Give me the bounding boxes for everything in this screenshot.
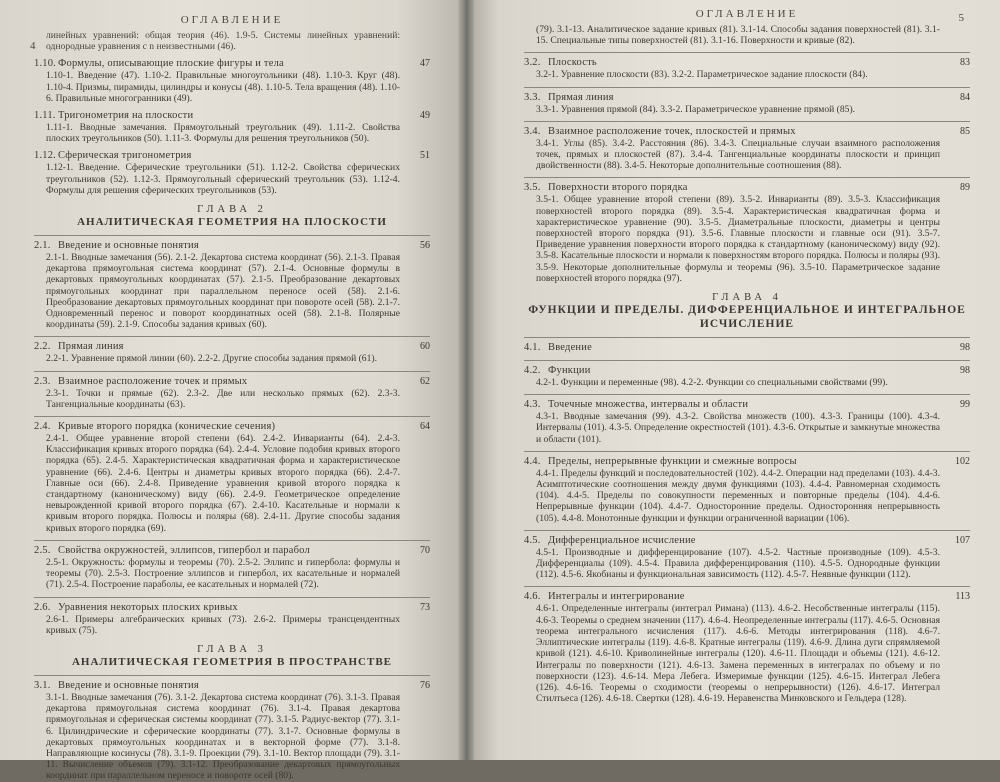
divider [524,52,970,53]
divider [34,416,430,417]
chapter-heading [34,644,430,669]
section-title: Кривые второго порядка (конические сечения) [58,421,276,433]
section-desc: 4.4-1. Пределы функций и последовательностей (102). 4.4-2. Операции над пределами (103). 4.4-3. Асимптотические соотношения между двумя функциями (103). 4.4-4. Равномерная сходимость (104). 4.4-5. Пределы по совокупности переменных и повторные пределы (104). 4.4-6. Непрерывные функции (104). 4.4-7. Односторонние пределы. Односторонняя непрерывность (105). 4.4-8. Монотонные функции и функции ограниченной вариации (106). [536,467,940,524]
section-title: Взаимное расположение точек и прямых [58,375,248,387]
page-ref: 73 [420,601,430,613]
chapter-label: ГЛАВА 2 [197,204,267,216]
section-desc: 2.4-1. Общее уравнение второй степени (64). 2.4-2. Инварианты (64). 2.4-3. Классификация кривых второго порядка (64). 2.4-4. Условие подобия кривых второго порядка (65). 2.4-5. Характеристическая квадратичная форма и характеристическое уравнение (66). 2.4-6. Центры и диаметры кривых второго порядка (66). 2.4-7. Главные оси (66). 2.4-8. Приведение уравнения кривой второго порядка к стандартному (каноническому) виду (66). 2.4-9. Геометрическое определение невырожденной кривой второго порядка (67). 2.4-10. Касательные и нормали к кривым второго порядка. Полюсы и поляры (68). 2.4-11. Другие способы задания кривых второго порядка (69). [46,433,400,534]
chapter-label: ГЛАВА 3 [197,643,267,655]
section-number: 3.4. [524,125,541,137]
right-page [466,0,1000,760]
section-desc: 1.11-1. Вводные замечания. Прямоугольный треугольник (49). 1.11-2. Свойства плоских треугольников (50). 1.11-3. Формулы для решения треугольников (50). [46,122,400,145]
section-desc: 4.6-1. Определенные интегралы (интеграл Римана) (113). 4.6-2. Несобственные интегралы (115). 4.6-3. Теоремы о среднем значении (117). 4.6-4. Неопределенные интегралы (117). 4.6-5. Основная теорема интегрального исчисления (117). 4.6-6. Методы интегрирования (118). 4.6-7. Эллиптические интегралы (119). 4.6-8. Кратные интегралы (119). 4.6-9. Длина дуги спрямляемой кривой (121). 4.6-10. Криволинейные интегралы (120). 4.6-11. Площади и объемы (121). 4.6-12. Интегралы по поверхности (121). 4.6-13. Замена переменных в интегралах по объему и по поверхности (123). 4.6-14. Мера Лебега. Измеримые функции (125). 4.6-15. Интеграл Лебега (126). 4.6-16. Теоремы о сходимости (теоремы о непрерывности) (126). 4.6-17. Интеграл Стилтьеса (126). 4.6-18. Свертки (128). 4.6-19. Неравенства Минковского и Гельдера (128). [536,603,940,705]
page-ref: 56 [420,240,430,252]
section-desc: 3.5-1. Общее уравнение второй степени (89). 3.5-2. Инварианты (89). 3.5-3. Классификация поверхностей второго порядка (89). 3.5-4. Характеристическая квадратичная форма и характеристическое уравнение (90). 3.5-5. Диаметральные плоскости, диаметры и центры поверхностей второго порядка (91). 3.5-6. Главные плоскости и главные оси (91). 3.5-7. Приведение уравнения поверхности второго порядка к стандартному (каноническому) виду (92). 3.5-8. Касательные плоскости и нормали к поверхностям второго порядка. Полюсы и поляры (93). 3.5-9. Некоторые дополнительные формулы и теоремы (96). 3.5-10. Параметрическое задание поверхностей второго порядка (97). [536,194,940,284]
toc-entry [34,421,430,534]
toc-entry [34,545,430,591]
section-title: Поверхности второго порядка [548,182,688,194]
section-desc: 4.2-1. Функции и переменные (98). 4.2-2. Функции со специальными свойствами (99). [536,377,888,389]
left-page [0,0,466,782]
page-ref: 102 [955,455,970,467]
chapter-label: ГЛАВА 4 [712,292,782,304]
page-ref: 98 [960,342,970,354]
page-ref: 76 [420,679,430,691]
toc-entry [524,342,970,354]
section-number: 2.1. [34,240,51,252]
toc-entry [524,365,970,388]
divider [524,394,970,395]
right-page-number: 5 [958,12,964,24]
section-number: 4.1. [524,342,541,354]
section-desc: 1.12-1. Введение. Сферические треугольники (51). 1.12-2. Свойства сферических треугольников (52). 1.12-3. Прямоугольный сферический треугольник (53). 1.12-4. Формулы для решения сферических треугольников (53). [46,162,400,196]
divider [524,530,970,531]
section-title: Взаимное расположение точек, плоскостей и прямых [548,125,796,137]
toc-entry [524,399,970,445]
section-title: Точечные множества, интервалы и области [548,399,749,411]
toc-entry [524,591,970,704]
section-number: 4.4. [524,455,541,467]
divider [34,235,430,236]
toc-entry [524,57,970,80]
section-title: Свойства окружностей, эллипсов, гипербол и парабол [58,544,310,556]
divider [524,121,970,122]
section-title: Прямая линия [548,91,614,103]
section-number: 2.3. [34,375,51,387]
section-title: Плоскость [548,57,597,69]
toc-entry [34,150,430,196]
section-desc: 4.3-1. Вводные замечания (99). 4.3-2. Свойства множеств (100). 4.3-3. Границы (100). 4.3-4. Интервалы (101). 4.3-5. Определение окрестностей (101). 4.3-6. Открытые и замкнутые множества и области (101). [536,411,940,445]
divider [524,586,970,587]
section-number: 4.5. [524,534,541,546]
toc-entry [34,58,430,104]
page-ref: 85 [960,125,970,137]
toc-entry [34,240,430,330]
section-title: Тригонометрия на плоскости [58,110,194,122]
section-title: Прямая линия [58,341,124,353]
section-title: Формулы, описывающие плоские фигуры и тела [58,58,284,70]
page-ref: 62 [420,375,430,387]
section-number: 4.3. [524,399,541,411]
section-title: Введение и основные понятия [58,240,199,252]
left-page-number: 4 [30,40,36,52]
chapter-title: АНАЛИТИЧЕСКАЯ ГЕОМЕТРИЯ В ПРОСТРАНСТВЕ [71,655,392,668]
section-desc: 3.1-1. Вводные замечания (76). 3.1-2. Декартова система координат (76). 3.1-3. Правая декартова прямоугольная система координат (76). 3.1-4. Правая декартова прямоугольная и сферическая системы координат (77). 3.1-5. Радиус-вектор (77). 3.1-6. Цилиндрические и сферические координаты (77). 3.1-7. Основные формулы в декартовых прямоугольных координатах и в векторной форме (77). 3.1-8. Направляющие косинусы (78). 3.1-9. Проекции (79). 3.1-10. Вектор площади (79). 3.1-11. Вычисление объемов (79). 3.1-12. Преобразование декартовых прямоугольных координат при параллельном переносе и повороте осей (80). [46,691,400,782]
section-number: 3.2. [524,57,541,69]
section-desc: 3.4-1. Углы (85). 3.4-2. Расстояния (86). 3.4-3. Специальные случаи взаимного расположения точек, прямых и плоскостей (87). 3.4-4. Тангенциальные координаты плоскости и принцип двойственности (88). 3.4-5. Некоторые дополнительные соотношения (88). [536,137,940,172]
page-ref: 89 [960,182,970,194]
page-ref: 99 [960,399,970,411]
divider [524,87,970,88]
section-title: Введение [548,342,592,354]
continuation-text: (79). 3.1-13. Аналитическое задание кривых (81). 3.1-14. Способы задания поверхностей (81). 3.1-15. Специальные типы поверхностей (81). 3.1-16. Поверхности и кривые (82). [536,24,940,47]
section-number: 2.4. [34,421,51,433]
section-desc: 2.1-1. Вводные замечания (56). 2.1-2. Декартова система координат (56). 2.1-3. Правая декартова прямоугольная система координат (57). 2.1-4. Основные формулы в декартовых прямоугольных координатах (57). 2.1-5. Преобразование декартовых прямоугольных координат при параллельном переносе осей (58). 2.1-6. Преобразование декартовых прямоугольных координат при повороте осей (58). 2.1-7. Одновременный перенос и поворот координатных осей (58). 2.1-8. Полярные координаты (59). 2.1-9. Способы задания кривых (60). [46,252,400,331]
toc-entry [524,126,970,172]
page-ref: 47 [420,58,430,70]
section-number: 3.3. [524,91,541,103]
page-ref: 51 [420,150,430,162]
divider [524,360,970,361]
page-ref: 107 [955,534,970,546]
section-number: 2.5. [34,544,51,556]
divider [524,337,970,338]
toc-entry [34,110,430,144]
chapter-title: ФУНКЦИИ И ПРЕДЕЛЫ. ДИФФЕРЕНЦИАЛЬНОЕ И ИНТЕГРАЛЬНОЕ ИСЧИСЛЕНИЕ [528,304,966,331]
book-gutter [458,0,474,760]
section-desc: 3.2-1. Уравнение плоскости (83). 3.2-2. Параметрическое задание плоскости (84). [536,69,868,81]
divider [34,540,430,541]
divider [34,371,430,372]
section-desc: 2.6-1. Примеры алгебраических кривых (73). 2.6-2. Примеры трансцендентных кривых (75). [46,613,400,636]
section-title: Функции [548,365,591,377]
toc-entry [524,535,970,581]
section-number: 2.6. [34,601,51,613]
section-title: Сферическая тригонометрия [58,150,192,162]
section-desc: 2.5-1. Окружность: формулы и теоремы (70). 2.5-2. Эллипс и гипербола: формулы и теоремы (70). 2.5-3. Построение эллипсов и гипербол, их касательные и нормалей (71). 2.5-4. Построение параболы, ее касательных и нормалей (72). [46,556,400,591]
section-desc: 4.5-1. Производные и дифференцирование (107). 4.5-2. Частные производные (109). 4.5-3. Дифференциалы (109). 4.5-4. Правила дифференцирования (110). 4.5-5. Однородные функции (112). 4.5-6. Якобианы и функциональная зависимость (112). 4.5-7. Неявные функции (112). [536,546,940,581]
page-ref: 113 [955,591,970,603]
chapter-title: АНАЛИТИЧЕСКАЯ ГЕОМЕТРИЯ НА ПЛОСКОСТИ [77,216,387,229]
toc-entry [524,182,970,284]
toc-entry [34,680,430,782]
toc-entry [34,341,430,364]
section-title: Интегралы и интегрирование [548,591,685,603]
toc-entry [524,456,970,524]
right-page-header: ОГЛАВЛЕНИЕ [695,8,799,20]
divider [524,451,970,452]
toc-continuation [34,30,430,52]
chapter-heading [524,292,970,331]
chapter-heading [34,204,430,229]
section-number: 1.11. [34,110,56,122]
section-number: 1.12. [34,150,56,162]
page-ref: 98 [960,365,970,377]
section-title: Пределы, непрерывные функции и смежные вопросы [548,455,797,467]
page-ref: 49 [420,110,430,122]
section-desc: 2.2-1. Уравнение прямой линии (60). 2.2-2. Другие способы задания прямой (61). [46,353,377,365]
divider [34,336,430,337]
section-desc: 1.10-1. Введение (47). 1.10-2. Правильные многоугольники (48). 1.10-3. Круг (48). 1.10-4. Призмы, пирамиды, цилиндры и конусы (48). 1.10-5. Тела вращения (48). 1.10-6. Правильные многогранники (49). [46,70,400,104]
section-desc: 2.3-1. Точки и прямые (62). 2.3-2. Две или несколько прямых (62). 2.3-3. Тангенциальные координаты (63). [46,387,400,410]
divider [34,597,430,598]
divider [34,675,430,676]
section-title: Уравнения некоторых плоских кривых [58,601,238,613]
toc-entry [524,92,970,115]
divider [524,177,970,178]
page-ref: 83 [960,57,970,69]
page-ref: 60 [420,341,430,353]
section-number: 1.10. [34,58,56,70]
toc-continuation [524,24,970,46]
continuation-text: линейных уравнений: общая теория (46). 1.9-5. Системы линейных уравнений: однородные уравнения с n неизвестными (46). [46,30,400,53]
page-ref: 84 [960,91,970,103]
section-number: 2.2. [34,341,51,353]
page-ref: 70 [420,544,430,556]
section-number: 4.2. [524,365,541,377]
section-number: 3.5. [524,182,541,194]
toc-entry [34,376,430,410]
section-desc: 3.3-1. Уравнения прямой (84). 3.3-2. Параметрическое уравнение прямой (85). [536,103,856,115]
toc-entry [34,602,430,636]
page-ref: 64 [420,421,430,433]
section-number: 4.6. [524,591,541,603]
section-title: Введение и основные понятия [58,679,199,691]
section-title: Дифференциальное исчисление [548,534,696,546]
left-page-header: ОГЛАВЛЕНИЕ [180,14,284,26]
section-number: 3.1. [34,679,51,691]
